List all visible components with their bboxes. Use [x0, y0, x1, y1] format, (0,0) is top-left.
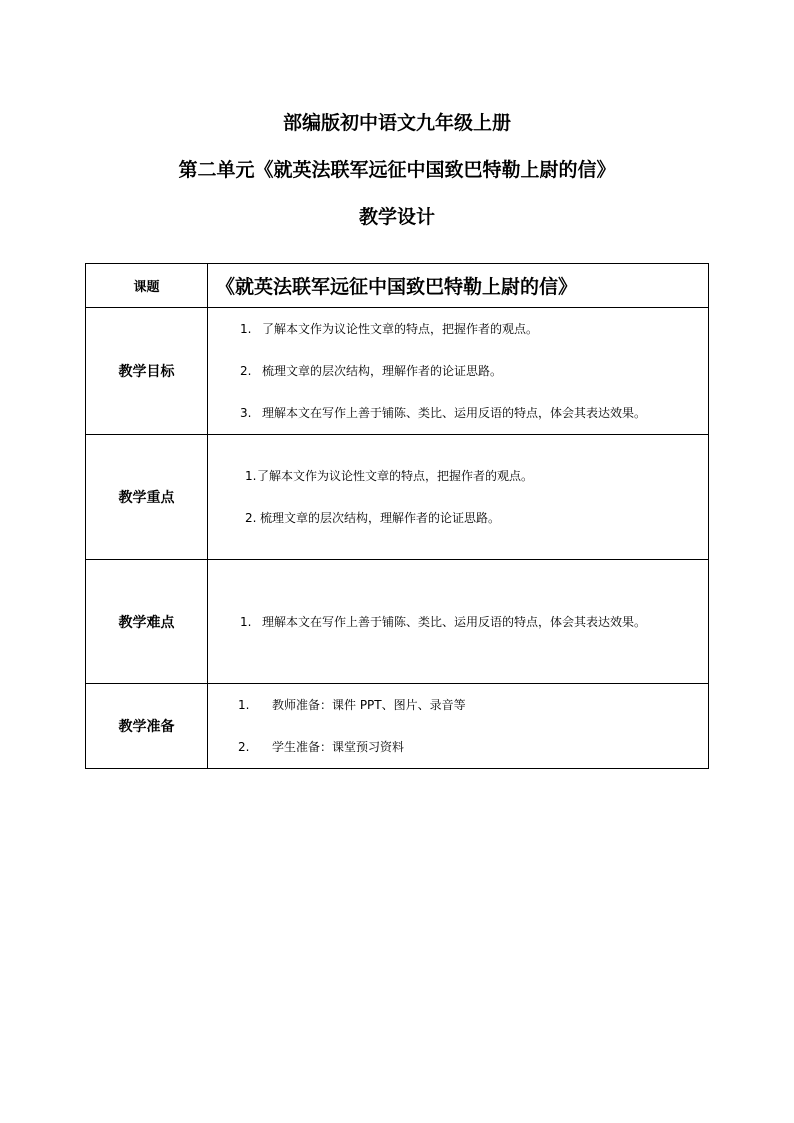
- list-item: [208, 455, 708, 497]
- goals-cell: [208, 308, 709, 435]
- goals-label: 教学目标: [86, 308, 208, 435]
- difficulties-list: [208, 612, 708, 632]
- item-number: 1.: [240, 614, 252, 629]
- table-row-goals: [86, 308, 709, 435]
- item-text: 学生准备：课堂预习资料: [272, 740, 405, 754]
- item-number: 3.: [240, 406, 252, 420]
- difficulties-cell: [208, 560, 709, 684]
- list-item: [208, 684, 708, 726]
- key-points-cell: [208, 435, 709, 560]
- item-number: 1.: [245, 469, 257, 483]
- lesson-plan-table: [85, 263, 709, 769]
- preparation-label: 教学准备: [86, 684, 208, 769]
- table-row-key-points: [86, 435, 709, 560]
- item-text: 教师准备：课件 PPT、图片、录音等: [272, 698, 466, 712]
- key-points-list: [208, 455, 708, 539]
- list-item: [208, 612, 708, 632]
- item-text: 理解本文在写作上善于铺陈、类比、运用反语的特点，体会其表达效果。: [262, 614, 647, 629]
- table-row-topic: [86, 264, 709, 308]
- item-number: 2.: [238, 740, 250, 754]
- list-item: [208, 497, 708, 539]
- item-text: 了解本文作为议论性文章的特点，把握作者的观点。: [262, 322, 539, 336]
- item-number: 1.: [240, 322, 252, 336]
- preparation-cell: [208, 684, 709, 769]
- doc-title-type: 教学设计: [358, 206, 435, 228]
- item-text: 了解本文作为议论性文章的特点，把握作者的观点。: [257, 469, 534, 483]
- table-row-preparation: [86, 684, 709, 769]
- list-item: [208, 308, 708, 350]
- document-header: [0, 100, 794, 241]
- goals-list: [208, 308, 708, 434]
- item-text: 梳理文章的层次结构，理解作者的论证思路。: [260, 511, 501, 525]
- difficulties-label: 教学难点: [86, 560, 208, 684]
- topic-value: 《就英法联军远征中国致巴特勒上尉的信》: [208, 264, 709, 308]
- key-points-label: 教学重点: [86, 435, 208, 560]
- item-number: 1.: [238, 698, 250, 712]
- table-row-difficulties: [86, 560, 709, 684]
- item-text: 梳理文章的层次结构，理解作者的论证思路。: [262, 364, 503, 378]
- topic-label: 课题: [86, 264, 208, 308]
- list-item: [208, 350, 708, 392]
- list-item: [208, 392, 708, 434]
- doc-title-grade: 部编版初中语文九年级上册: [282, 112, 511, 134]
- item-number: 2.: [245, 511, 257, 525]
- item-number: 2.: [240, 364, 252, 378]
- doc-title-lesson: 第二单元《就英法联军远征中国致巴特勒上尉的信》: [178, 159, 616, 181]
- list-item: [208, 726, 708, 768]
- preparation-list: [208, 684, 708, 768]
- item-text: 理解本文在写作上善于铺陈、类比、运用反语的特点，体会其表达效果。: [262, 406, 647, 420]
